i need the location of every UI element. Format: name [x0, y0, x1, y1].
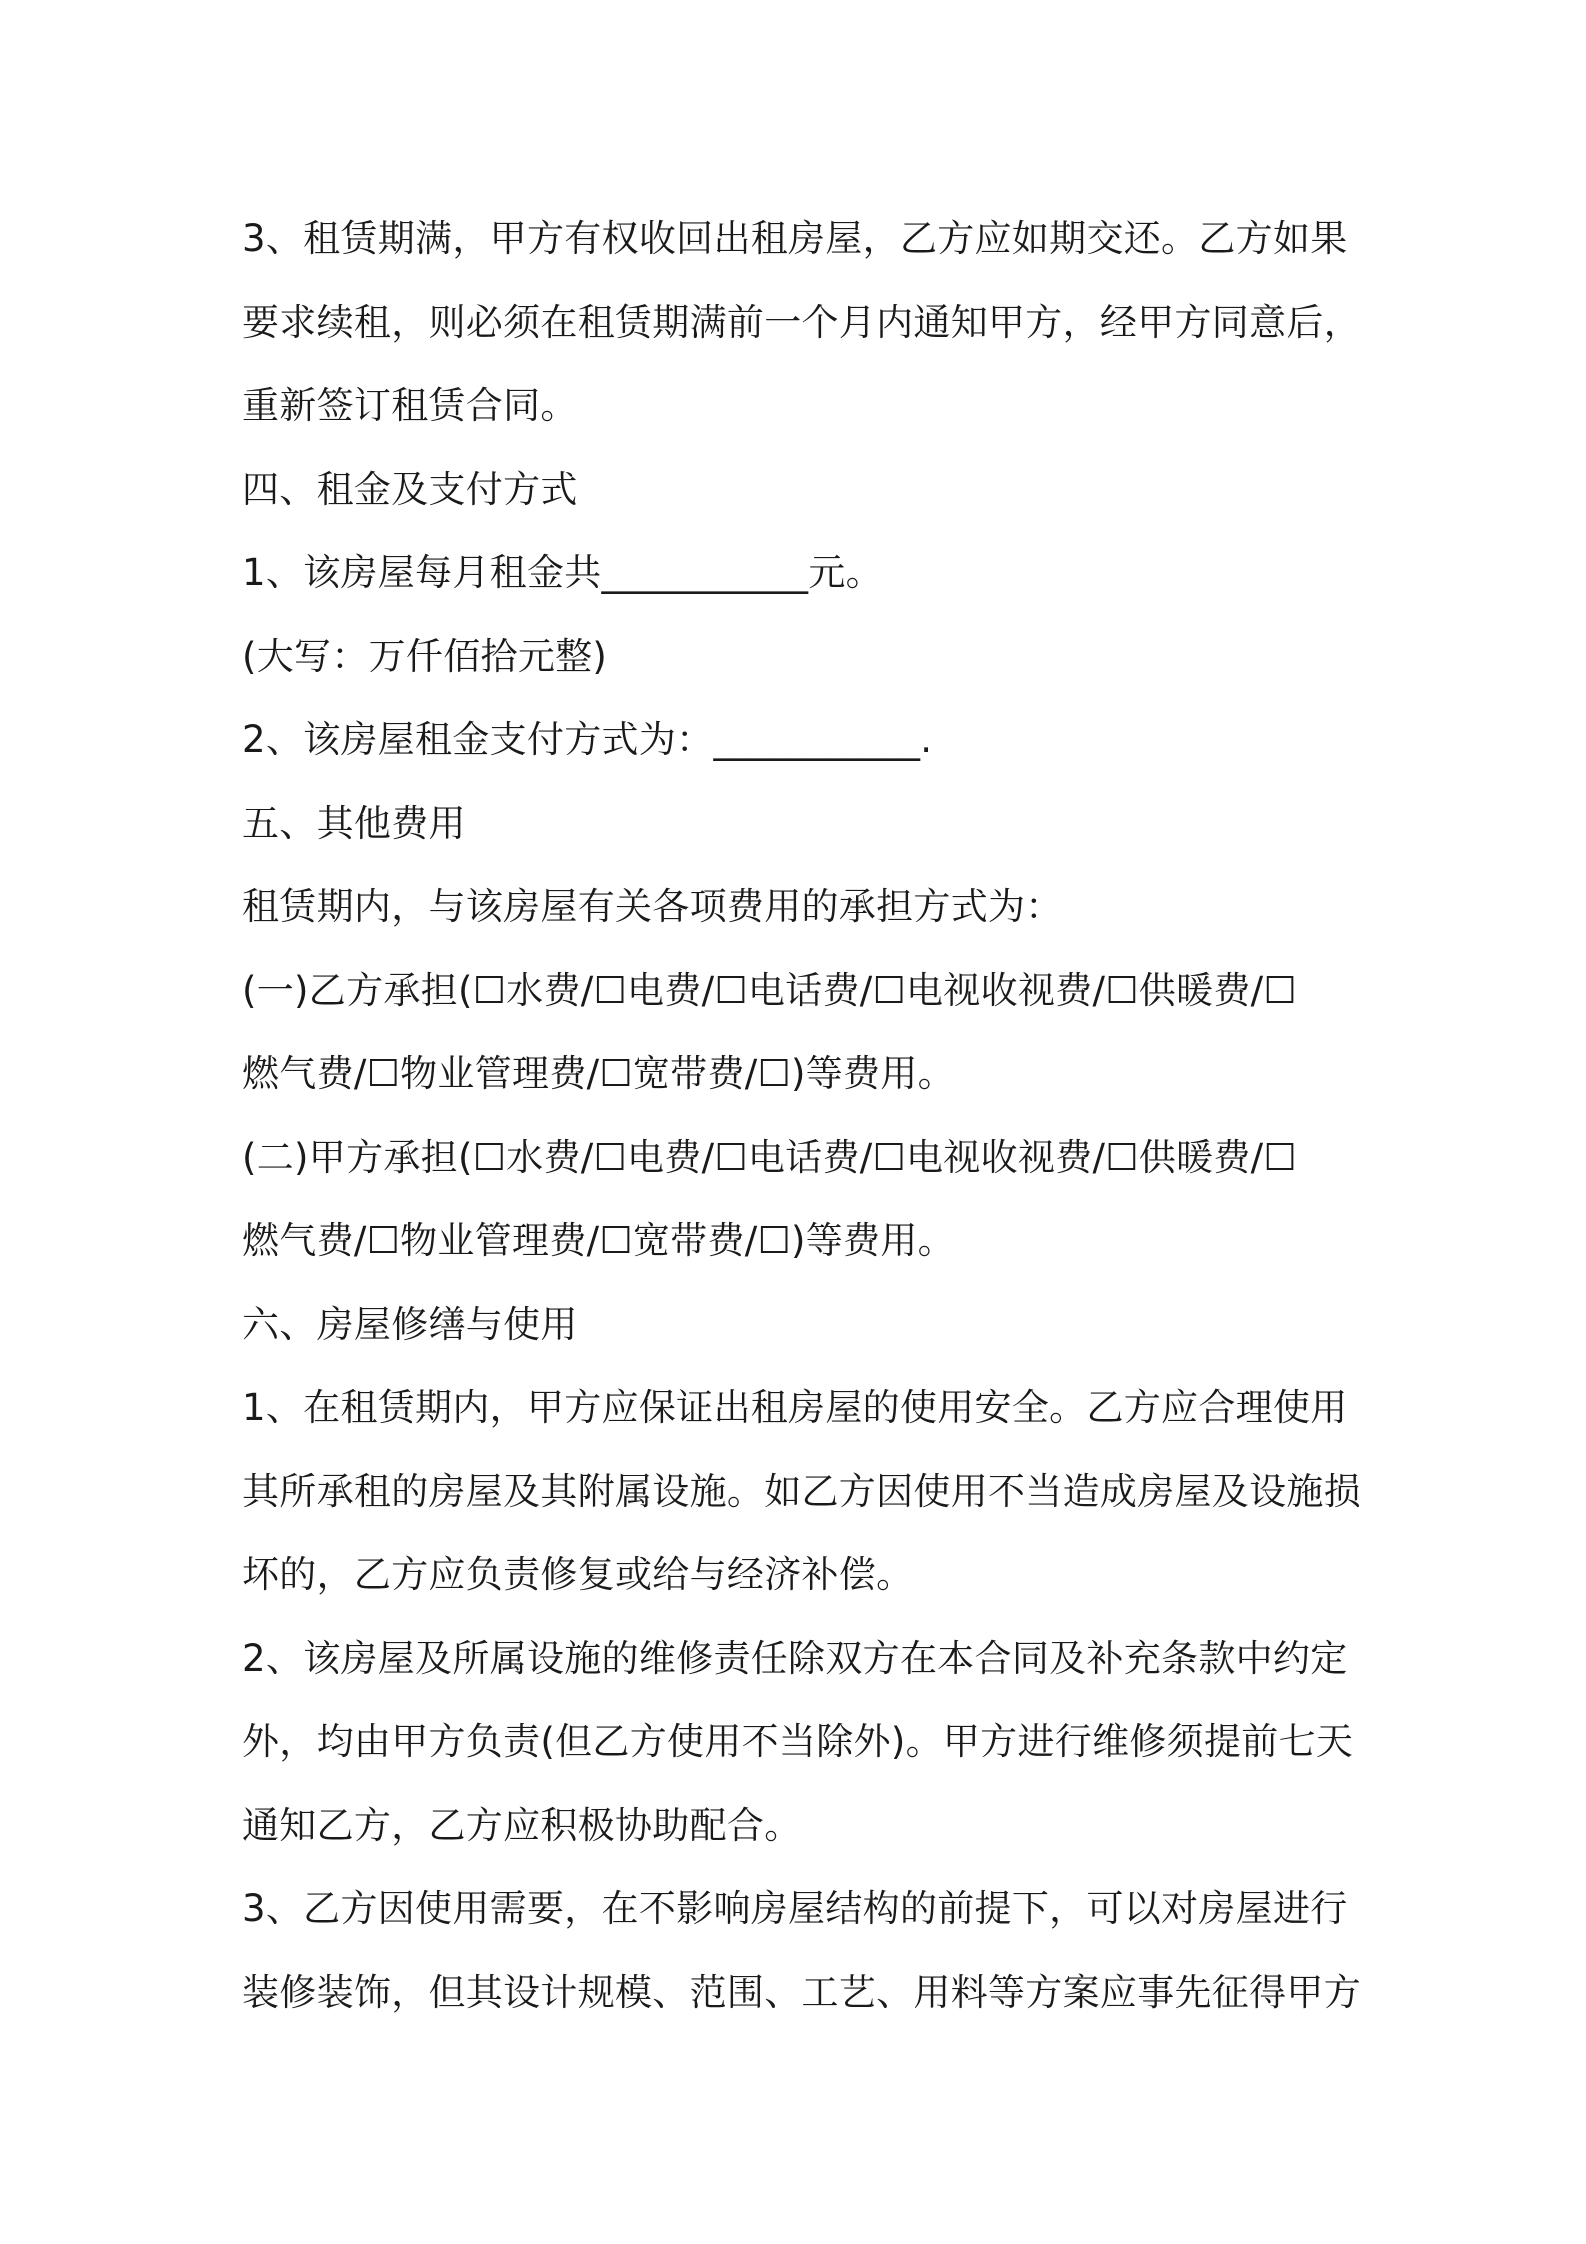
text-line: 2、该房屋租金支付方式为：___________.: [242, 718, 933, 761]
text-line: 2、该房屋及所属设施的维修责任除双方在本合同及补充条款中约定: [242, 1636, 1348, 1680]
section-heading: 六、房屋修缮与使用: [242, 1302, 578, 1346]
text-line: 燃气费/☐物业管理费/☐宽带费/☐)等费用。: [242, 1219, 955, 1262]
section-heading: 五、其他费用: [242, 801, 466, 845]
section-heading: 四、租金及支付方式: [242, 467, 578, 511]
text-line: 通知乙方，乙方应积极协助配合。: [242, 1803, 802, 1847]
text-line: 1、在租赁期内，甲方应保证出租房屋的使用安全。乙方应合理使用: [242, 1386, 1348, 1429]
text-line: 外，均由甲方负责(但乙方使用不当除外)。甲方进行维修须提前七天: [242, 1720, 1354, 1763]
text-line: 坏的，乙方应负责修复或给与经济补偿。: [242, 1553, 914, 1596]
document-body: [242, 197, 1362, 2034]
text-line: (二)甲方承担(☐水费/☐电费/☐电话费/☐电视收视费/☐供暖费/☐: [242, 1135, 1297, 1179]
text-line: 3、租赁期满，甲方有权收回出租房屋，乙方应如期交还。乙方如果: [242, 217, 1348, 260]
text-line: 3、乙方因使用需要，在不影响房屋结构的前提下，可以对房屋进行: [242, 1887, 1348, 1930]
text-line: 燃气费/☐物业管理费/☐宽带费/☐)等费用。: [242, 1052, 955, 1095]
text-line: 租赁期内，与该房屋有关各项费用的承担方式为：: [242, 885, 1063, 928]
text-line: (一)乙方承担(☐水费/☐电费/☐电话费/☐电视收视费/☐供暖费/☐: [242, 968, 1297, 1012]
text-line: 装修装饰，但其设计规模、范围、工艺、用料等方案应事先征得甲方: [242, 1970, 1361, 2014]
text-line: 要求续租，则必须在租赁期满前一个月内通知甲方，经甲方同意后，: [242, 300, 1361, 344]
text-line: (大写：万仟佰拾元整): [242, 634, 608, 678]
text-line: 其所承租的房屋及其附属设施。如乙方因使用不当造成房屋及设施损: [242, 1469, 1361, 1513]
text-line: 重新签订租赁合同。: [242, 384, 578, 427]
text-line: 1、该房屋每月租金共___________元。: [242, 551, 883, 594]
